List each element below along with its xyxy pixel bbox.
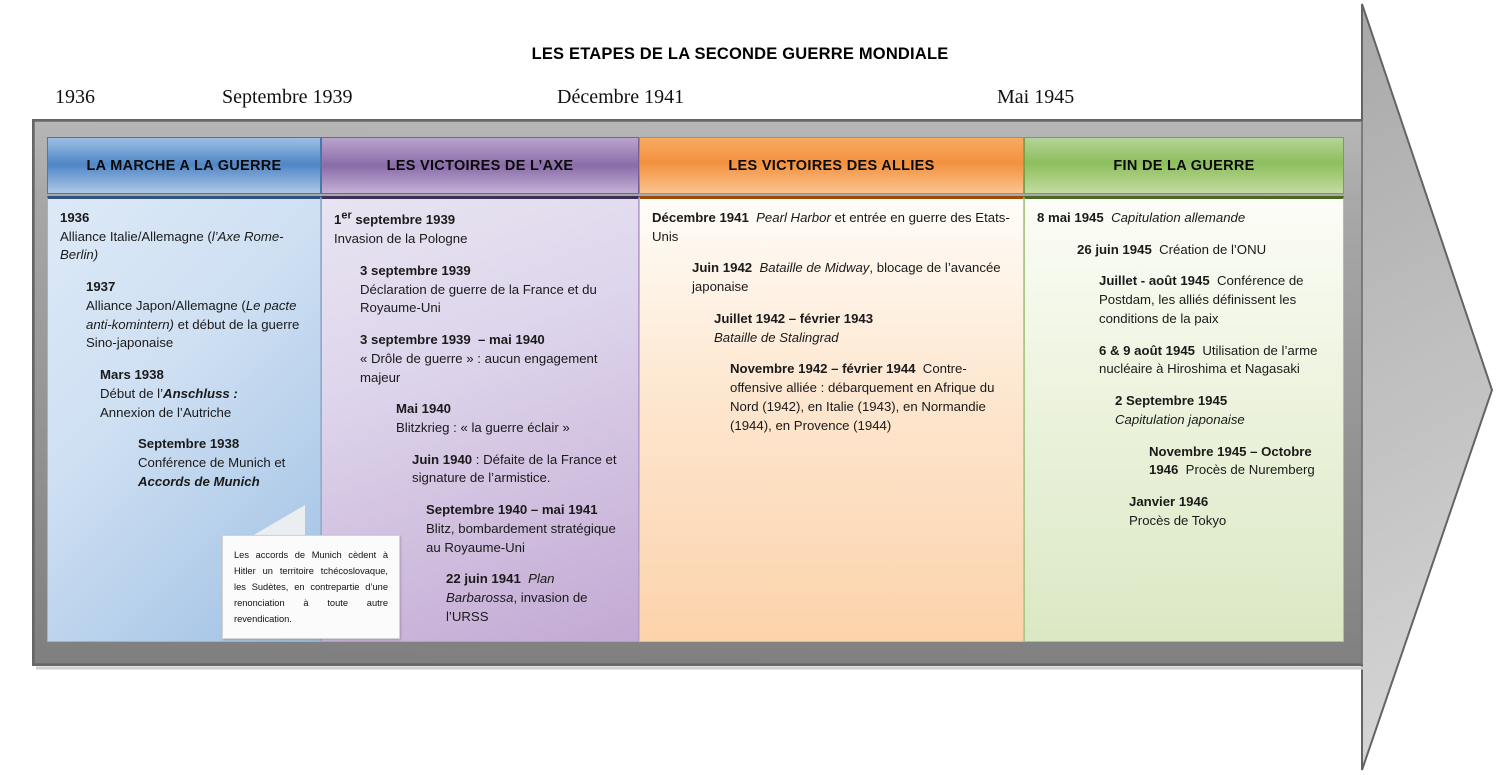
timeline-event: 1er septembre 1939 Invasion de la Pologne bbox=[334, 210, 468, 247]
timeline-event: Mai 1940 Blitzkrieg : « la guerre éclair » bbox=[396, 401, 570, 435]
timeline-event: Septembre 1938 Conférence de Munich et Accords de Munich bbox=[138, 436, 286, 489]
page-title bbox=[0, 45, 1480, 64]
timeline-event: Juin 1940 : Défaite de la France et signature de l’armistice. bbox=[412, 451, 617, 486]
column-header-la-marche-a-la-guerre[interactable]: LA MARCHE A LA GUERRE bbox=[47, 137, 321, 194]
callout-accords-de-munich bbox=[222, 535, 400, 639]
timeline-event: 3 septembre 1939 – mai 1940 « Drôle de guerre » : aucun engagement majeur bbox=[360, 332, 598, 385]
timeline-event: Juillet 1942 – février 1943 Bataille de Stalingrad bbox=[714, 310, 874, 345]
column-body-fin-de-la-guerre bbox=[1024, 196, 1344, 642]
timeline-event: Janvier 1946 Procès de Tokyo bbox=[1129, 494, 1227, 528]
callout-tail bbox=[247, 505, 307, 539]
timeline-event: 26 juin 1945 Création de l’ONU bbox=[1077, 241, 1267, 257]
timeline-event: 1937 Alliance Japon/Allemagne (Le pacte anti-komintern) et début de la guerre Sino-japonaise bbox=[86, 279, 300, 351]
timeline-date-label: 1936 bbox=[55, 86, 95, 108]
timeline-date-label: Décembre 1941 bbox=[557, 86, 685, 108]
timeline-event: Juin 1942 Bataille de Midway, blocage de l’avancée japonaise bbox=[692, 260, 1001, 295]
page-title-text: LES ETAPES DE LA SECONDE GUERRE MONDIALE bbox=[531, 45, 949, 63]
column-header-les-victoires-des-allies[interactable]: LES VICTOIRES DES ALLIES bbox=[639, 137, 1024, 194]
timeline-column-les-victoires-des-allies[interactable] bbox=[639, 137, 1024, 642]
timeline-event: Septembre 1940 – mai 1941 Blitz, bombardement stratégique au Royaume-Uni bbox=[426, 502, 616, 555]
column-header-fin-de-la-guerre[interactable]: FIN DE LA GUERRE bbox=[1024, 137, 1344, 194]
timeline-event: 8 mai 1945 Capitulation allemande bbox=[1037, 210, 1246, 225]
callout-text: Les accords de Munich cèdent à Hitler un territoire tchécoslovaque, les Sudètes, en contrepartie d’une renonciation à toute autre revendication. bbox=[234, 550, 388, 624]
timeline-column-fin-de-la-guerre[interactable] bbox=[1024, 137, 1344, 642]
timeline-date-label: Septembre 1939 bbox=[222, 86, 353, 108]
timeline-date-label: Mai 1945 bbox=[997, 86, 1075, 108]
timeline-event: Décembre 1941 Pearl Harbor et entrée en guerre des Etats-Unis bbox=[652, 210, 1010, 244]
timeline-scale bbox=[0, 86, 1496, 114]
timeline-event: Novembre 1945 – Octobre 1946 Procès de Nuremberg bbox=[1149, 443, 1315, 478]
timeline-event: 1936 Alliance Italie/Allemagne (l’Axe Rome-Berlin) bbox=[60, 210, 284, 263]
timeline-event: Juillet - août 1945 Conférence de Postdam, les alliés définissent les conditions de la paix bbox=[1099, 273, 1304, 326]
column-header-les-victoires-de-l-axe[interactable]: LES VICTOIRES DE L’AXE bbox=[321, 137, 639, 194]
timeline-event: 6 & 9 août 1945 Utilisation de l’arme nucléaire à Hiroshima et Nagasaki bbox=[1099, 342, 1318, 377]
timeline-event: Mars 1938 Début de l’Anschluss : Annexion de l’Autriche bbox=[100, 367, 238, 420]
column-body-les-victoires-des-allies bbox=[639, 196, 1024, 642]
timeline-event: 2 Septembre 1945 Capitulation japonaise bbox=[1115, 393, 1245, 427]
timeline-event: Novembre 1942 – février 1944 Contre-offensive alliée : débarquement en Afrique du Nord (1942), en Italie (1943), en Normandie (1944), en Provence (1944) bbox=[730, 361, 995, 433]
timeline-event: 22 juin 1941 Plan Barbarossa, invasion de l’URSS bbox=[446, 571, 588, 624]
timeline-event: 3 septembre 1939 Déclaration de guerre de la France et du Royaume-Uni bbox=[360, 262, 597, 316]
